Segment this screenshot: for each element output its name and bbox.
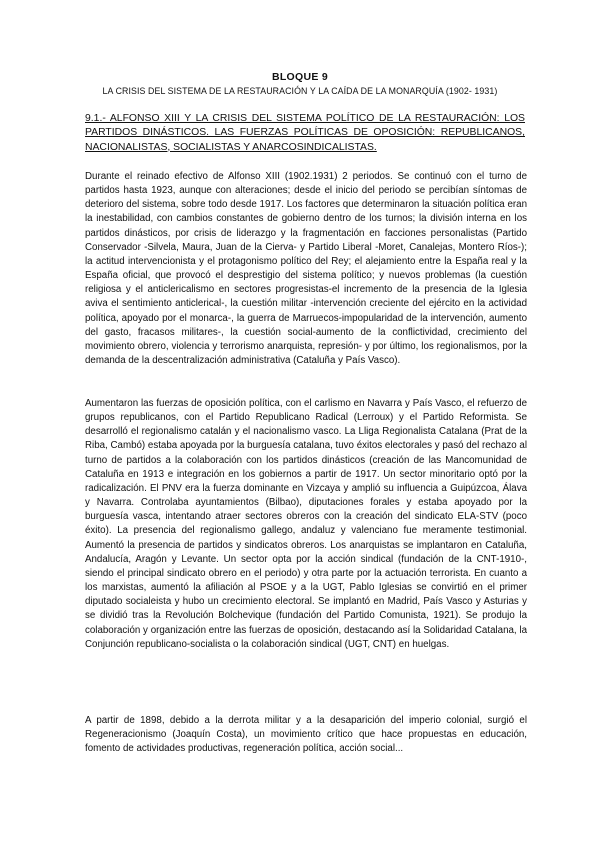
section-heading: 9.1.- ALFONSO XIII Y LA CRISIS DEL SISTEMA POLÍTICO DE LA RESTAURACIÓN: LOS PARTIDOS DINÁSTICOS. LAS FUERZAS POLÍTICAS DE OPOSICIÓN: REPUBLICANOS, NACIONALISTAS, SOCIALISTAS Y ANARCOSINDICALISTAS. — [85, 113, 525, 153]
block-subtitle: LA CRISIS DEL SISTEMA DE LA RESTAURACIÓN Y LA CAÍDA DE LA MONARQUÍA (1902- 1931) — [102, 86, 498, 96]
paragraph-reign-crisis: Durante el reinado efectivo de Alfonso XIII (1902.1931) 2 periodos. Se continuó con el turno de partidos hasta 1923, aunque con alteraciones; desde el inicio del periodo se percibían síntomas de deterioro del sistema, sobre todo desde 1917. Los factores que determinaron la situación política eran la inestabilidad, con cambios constantes de gobierno dentro de los turnos; la división interna en los partidos dinásticos, por crisis de liderazgo y la fragmentación en facciones personalistas (Partido Conservador -Silvela, Maura, Juan de la Cierva- y Partido Liberal -Moret, Canalejas, Montero Ríos-); la actitud intervencionista y el protagonismo político del Rey; el alejamiento entre la España real y la España oficial, que provocó el desprestigio del sistema político; y nuevos problemas (la cuestión religiosa y el anticlericalismo en sectores progresistas-el incremento de la presencia de la Iglesia aviva el sentimiento anticlerical-, la cuestión militar -intervención creciente del ejército en la actividad política, apoyado por el monarca-, la guerra de Marruecos-impopularidad de la intervención, aumento del gasto, fracasos militares-, la cuestión social-aumento de la conflictividad, crecimiento del movimiento obrero, violencia y terrorismo anarquista, represión- y por último, los regionalismos, por la demanda de la descentralización administrativa (Cataluña y País Vasco). — [85, 171, 527, 367]
block-title: BLOQUE 9 — [271, 71, 329, 83]
paragraph-regeneracionismo: A partir de 1898, debido a la derrota militar y a la desaparición del imperio colonial, surgió el Regeneracionismo (Joaquín Costa), un movimiento crítico que hace propuestas en educación, fomento de actividades productivas, regeneración política, acción social... — [85, 715, 527, 755]
paragraph-opposition-forces: Aumentaron las fuerzas de oposición política, con el carlismo en Navarra y País Vasco, el refuerzo de grupos republicanos, con el Partido Republicano Radical (Lerroux) y el Partido Reformista. Se desarrolló el regionalismo catalán y el nacionalismo vasco. La Lliga Regionalista Catalana (Prat de la Riba, Cambó) estaba apoyada por la burguesía catalana, tuvo éxitos electorales y pasó del rechazo al turno de partidos a la colaboración con los partidos dinásticos (creación de las Mancomunidad de Cataluña en 1913 e integración en los gobiernos a partir de 1917. Un sector minoritario optó por la radicalización. El PNV era la fuerza dominante en Vizcaya y amplió su influencia a Guipúzcoa, Álava y Navarra. Controlaba ayuntamientos (Bilbao), diputaciones forales y estaba apoyado por la burguesía vasca, intentando atraer sectores obreros con la creación del sindicato ELA-STV (poco éxito). La presencia del regionalismo gallego, andaluz y valenciano fue meramente testimonial. Aumentó la presencia de partidos y sindicatos obreros. Los anarquistas se implantaron en Cataluña, Andalucía, Aragón y Levante. Un sector opta por la acción sindical (fundación de la CNT-1910-, siendo el principal sindicato obrero en el periodo) y otra parte por la actuación terrorista. En cuanto a los marxistas, aumentó la afiliación al PSOE y a la UGT, Pablo Iglesias se convirtió en el primer diputado socialeista y hubo un crecimiento electoral. Se implantó en Madrid, País Vasco y Asturias y se dividió tras la Revolución Bolchevique (fundación del Partido Comunista, 1921). Se produjo la colaboración y organización entre las fuerzas de oposición, destacando así la Solidaridad Catalana, la Conjunción republicano-socialista o la colaboración sindical (UGT, CNT) en huelgas. — [85, 398, 527, 650]
